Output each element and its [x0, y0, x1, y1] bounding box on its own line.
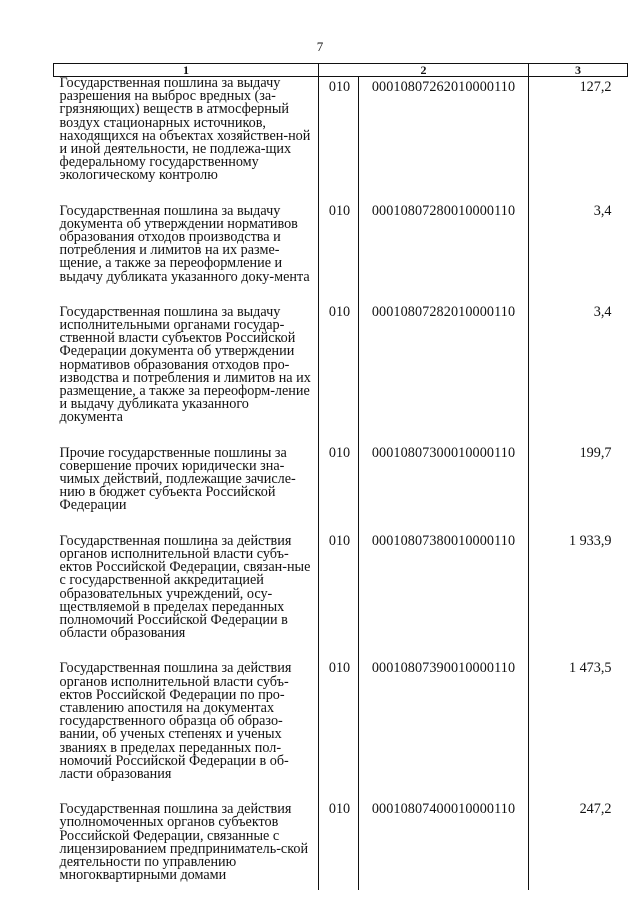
- amount: 3,4: [529, 205, 628, 284]
- amount: 1 933,9: [529, 535, 628, 641]
- admin-code: 010: [319, 306, 359, 425]
- column-header-2: 2: [319, 64, 529, 77]
- revenue-name: Прочие государственные пошлины за совершение прочих юридически зна-чимых действий, подлежащие зачисле-нию в бюджет субъекта Российской Федерации: [59, 444, 296, 514]
- admin-code: 010: [319, 205, 359, 284]
- admin-code: 010: [319, 447, 359, 513]
- column-header-3: 3: [529, 64, 628, 77]
- table-row: [54, 205, 628, 284]
- amount: 247,2: [529, 803, 628, 882]
- revenue-name: Государственная пошлина за действия органов исполнительной власти субъ-ектов Российской Федерации, связан-ные с государственной аккредитацией образовательных учреждений, осу-ществляемой в пределах переданных полномочий Российской Федерации в области образования: [59, 532, 311, 642]
- revenue-name: Государственная пошлина за выдачу документа об утверждении нормативов образования отходов производства и потребления и лимитов на их разме-щение, а также за переоформление и выдачу дубликата указанного доку-мента: [59, 202, 310, 285]
- table-row: [54, 803, 628, 882]
- amount: 3,4: [529, 306, 628, 425]
- table-row: [54, 535, 628, 641]
- admin-code: 010: [319, 77, 359, 183]
- amount: 127,2: [529, 77, 628, 183]
- amount: 1 473,5: [529, 662, 628, 781]
- budget-revenue-table: [53, 63, 628, 890]
- page-number: 7: [316, 39, 324, 54]
- budget-classification-code: 00010807282010000110: [359, 306, 529, 425]
- row-spacer: [54, 513, 628, 535]
- revenue-name: Государственная пошлина за выдачу разрешения на выброс вредных (за-грязняющих) веществ в атмосферный воздух стационарных источников, находящихся на объектах хозяйствен-ной и иной деятельности, не подлежа-щих федеральному государственному экологическому контролю: [59, 75, 311, 184]
- row-spacer: [54, 781, 628, 803]
- budget-classification-code: 00010807262010000110: [359, 77, 529, 183]
- admin-code: 010: [319, 803, 359, 882]
- budget-classification-code: 00010807390010000110: [359, 662, 529, 781]
- amount: 199,7: [529, 447, 628, 513]
- admin-code: 010: [319, 535, 359, 641]
- row-spacer: [54, 284, 628, 306]
- budget-classification-code: 00010807400010000110: [359, 803, 529, 882]
- row-spacer: [54, 183, 628, 205]
- table-row: [54, 662, 628, 781]
- budget-classification-code: 00010807380010000110: [359, 535, 529, 641]
- column-header-1: 1: [54, 64, 319, 77]
- admin-code: 010: [319, 662, 359, 781]
- revenue-name: Государственная пошлина за выдачу исполнительными органами государ-ственной власти субъектов Российской Федерации документа об утверждении нормативов образования отходов про-изводства и потребления и лимитов на их размещение, а также за переоформ-ление и выдачу дубликата указанного документа: [59, 303, 311, 426]
- table-row: [54, 447, 628, 513]
- revenue-name: Государственная пошлина за действия уполномоченных органов субъектов Российской Федерации, связанные с лицензированием предприниматель-ской деятельности по управлению многоквартирными домами: [59, 801, 309, 884]
- budget-classification-code: 00010807280010000110: [359, 205, 529, 284]
- row-spacer: [54, 882, 628, 890]
- row-spacer: [54, 425, 628, 447]
- row-spacer: [54, 640, 628, 662]
- table-row: [54, 306, 628, 425]
- revenue-name: Государственная пошлина за действия органов исполнительной власти субъ-ектов Российской Федерации по про-ставлению апостиля на документах государственного образца об образо-вании, об ученых степенях и ученых званиях в пределах переданных пол-номочий Российской Федерации в об-ласти образования: [59, 660, 292, 782]
- budget-classification-code: 00010807300010000110: [359, 447, 529, 513]
- table-row: [54, 77, 628, 183]
